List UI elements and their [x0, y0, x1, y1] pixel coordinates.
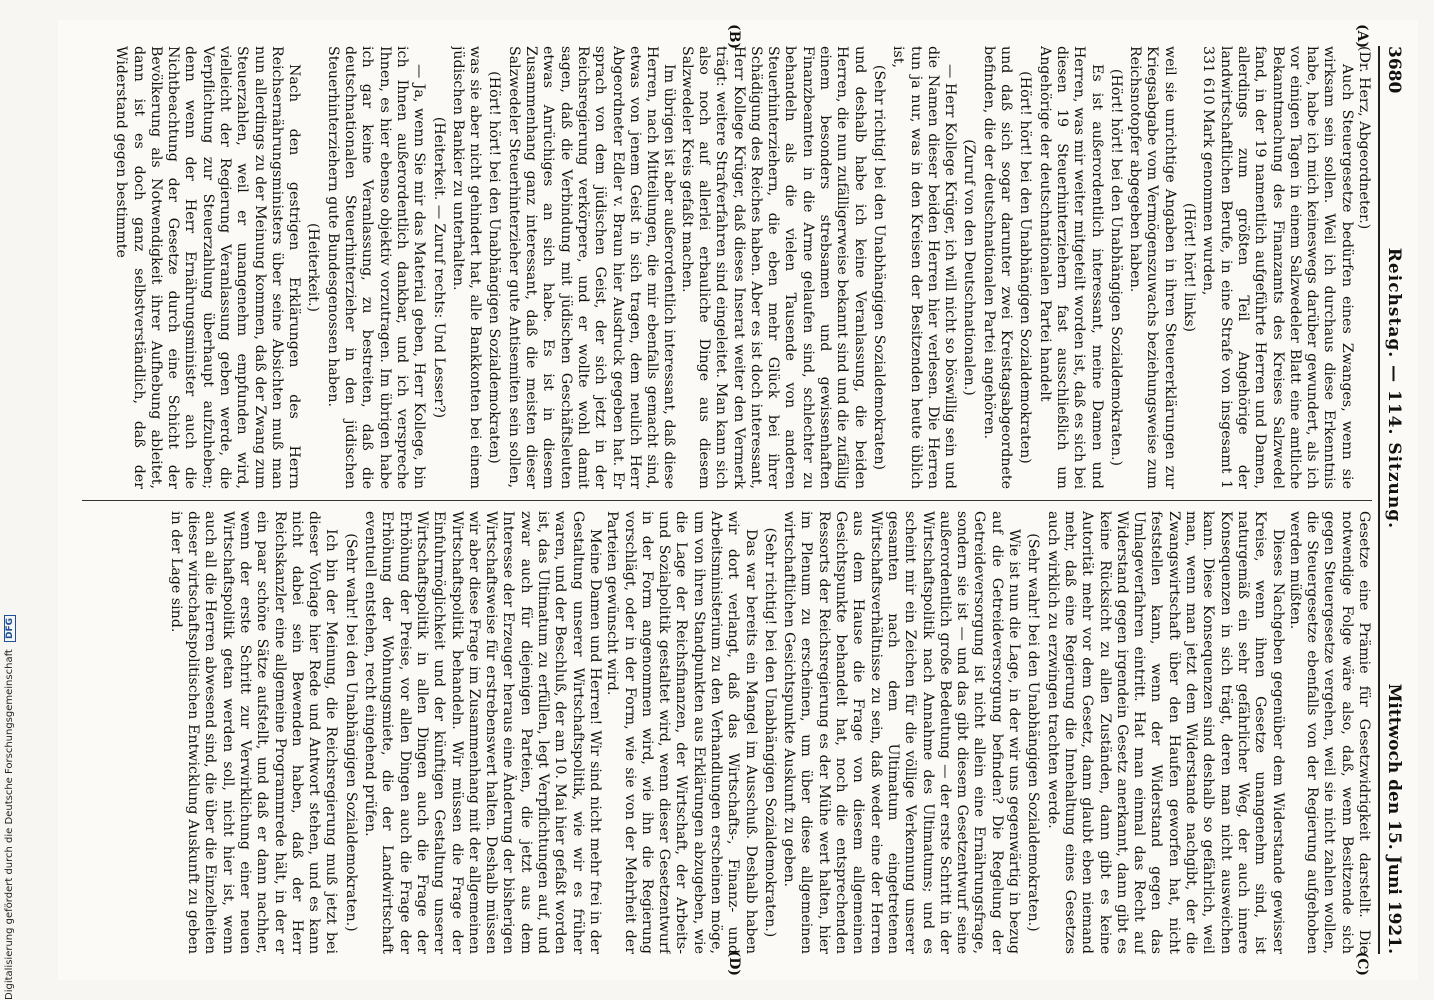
interjection: (Hört! hört! bei den Unabhängigen Sozialdemokraten.) [1107, 68, 1124, 467]
paragraph: Das war bereits ein Mangel im Ausschuß. Deshalb haben wir dort verlangt, daß das Wirtschafts-, Finanz- und Arbeitsministerium zu den Verhandlungen erscheinen möge, um von ihren Standpunkten aus Erklärungen abzugeben, wie die Lage der Reichsfinanzen, der Wirtschaft, der Arbeits- und Sozialpolitik gestaltet wird, wenn dieser Gesetzentwurf in der Form angenommen wird, wie ihn die Regierung vorschlägt, oder in der Form, wie sie von der Mehrheit der Parteien gewünscht wird. [604, 511, 759, 954]
interjection: (Sehr wahr! bei den Unabhängigen Sozialdemokraten.) [1025, 533, 1042, 932]
paragraph: Gesetze eine Prämie für Gesetzwidrigkeit darstellt. Die notwendige Folge wäre also, daß, wenn Besitzende sich gegen Steuergesetze vergehen, weil sie nicht zahlen wollen, die Steuergesetze ebenfalls von der Regierung aufgehoben werden müßten. [1286, 511, 1372, 954]
paragraph: Wie ist nun die Lage, in der wir uns gegenwärtig in bezug auf die Getreideversorgung befinden? Die Regelung der Getreideversorgung ist nicht allein eine Ernährungsfrage, sondern sie ist — und das gibt diesem Gesetzentwurf seine außerordentlich große Bedeutung — der erste Schritt in der Wirtschaftspolitik nach Annahme des Ultimatums; und es scheint mir ein Zeichen für die völlige Verkennung unserer gesamten nach dem Ultimatum eingetretenen Wirtschaftsverhältnisse zu sein, daß weder eine der Herren aus dem Hause die Frage von diesem allgemeinen Gesichtspunkte behandelt hat, noch die entsprechenden Ressorts der Reichsregierung es der Mühe wert halten, hier im Plenum zu erscheinen, um über diese allgemeinen wirtschaftlichen Gesichtspunkte Auskunft zu geben. [781, 511, 1023, 954]
right-column [82, 511, 1372, 954]
margin-marker-a: (A) [1354, 24, 1370, 49]
text-columns [82, 24, 1372, 976]
page-header [1378, 46, 1404, 954]
paragraph: (Dr. Herz, Abgeordneter.) [1356, 46, 1372, 230]
interjection: (Hört! hört! links) [1181, 202, 1198, 333]
interjection: (Sehr richtig! bei den Unabhängigen Sozialdemokraten.) [761, 527, 778, 938]
interjection: (Heiterkeit. — Zuruf rechts: Und Lesser?) [430, 116, 447, 419]
interjection: (Hört! hört! bei den Unabhängigen Sozialdemokraten) [486, 71, 503, 464]
margin-marker-b: (B) [726, 24, 742, 50]
interjection: (Sehr wahr! bei den Unabhängigen Sozialdemokraten.) [342, 533, 359, 932]
paragraph: und daß sich sogar darunter zwei Kreistagsabgeordnete befinden, die der deutschnationalen Partei angehören. [980, 46, 1015, 489]
page-number: 3680 [1384, 46, 1404, 94]
dfg-logo-icon: DFG [4, 615, 16, 642]
interjection: (Sehr richtig! bei den Unabhängigen Sozialdemokraten) [870, 64, 887, 471]
interjection: (Zuruf von den Deutschnationalen.) [961, 139, 978, 396]
paragraph: Auch Steuergesetze bedürfen eines Zwanges, wenn sie wirksam sein sollen. Weil ich durchaus diese Erkenntnis habe, habe ich mich keineswegs darüber gewundert, als ich vor einigen Tagen in einem Salzwedeler Blatt eine amtliche Bekanntmachung des Finanzamts des Kreises Salzwedel fand, in der 19 namentlich aufgeführte Herren und Damen, allerdings zum größten Teil Angehörige der landwirtschaftlichen Berufe, in eine Strafe von insgesamt 1 331 610 Mark genommen wurden, [1200, 46, 1355, 489]
paragraph: Es ist außerordentlich interessant, meine Damen und Herren, was mir weiter mitgeteilt worden ist, daß es sich bei diesen 19 Steuerhinterziehern fast ausschließlich um Angehörige der deutschnationalen Partei handelt [1036, 46, 1105, 489]
credit-text: Digitalisierung gefördert durch die Deutsche Forschungsgemeinschaft [4, 649, 15, 1000]
paragraph: was sie aber nicht gehindert hat, alle Bankkonten bei einem jüdischen Bankier zu unterhalten. [449, 46, 484, 489]
session-title: Reichstag. — 114. Sitzung. [1384, 247, 1404, 530]
paragraph: und deshalb habe ich keine Veranlassung, die beiden Herren, die nun zufälligerweise bekannt sind und die zufällig einem besonders strebsamen und gewissenhaften Finanzbeamten in die Arme gelaufen sind, schlechter zu behandeln als die vielen Tausende von anderen Steuerhinterziehern, die eben mehr Glück bei ihrer Schädigung des Reiches haben. Aber es ist doch interessant, Herr Kollege Krüger, daß dieses Inserat weiter den Vermerk trägt: weitere Strafverfahren sind eingeleitet. Man kann sich also noch auf allerlei erbauliche Dinge aus diesem Salzwedeler Kreis gefaßt machen. [678, 46, 868, 489]
paragraph: weil sie unrichtige Angaben in ihren Steuererklärungen zur Kriegsabgabe vom Vermögenszuwachs beziehungsweise zum Reichsnotopfer abgegeben haben. [1127, 46, 1178, 489]
paragraph: — Herr Kollege Krüger, ich will nicht so böswillig sein und die Namen dieser beiden Herren hier verlesen. Die Herren tun ja nur, was in den Kreisen der Besitzenden heute üblich ist, [890, 46, 959, 489]
margin-marker-c: (C) [1354, 951, 1370, 976]
column-divider [82, 500, 1372, 501]
session-date: Mittwoch den 15. Juni 1921. [1384, 683, 1404, 954]
rotated-document-page [58, 20, 1418, 980]
paragraph: Im übrigen ist aber außerordentlich interessant, daß diese Herren, nach Mitteilungen, die mir ebenfalls gemacht sind, etwas von jenem Geist in sich tragen, dem neulich Herr Abgeordneter Edler v. Braun hier Ausdruck gegeben hat. Er sprach von dem jüdischen Geist, der sich jetzt in der Reichsregierung verkörpere, und er wollte wohl damit sagen, daß die Verbindung mit jüdischen Geschäftsleuten etwas Anrüchiges an sich habe. Es ist in diesem Zusammenhang ganz interessant, daß die meisten dieser Salzwedeler Steuerhinterzieher gute Antisemiten sein sollen, [505, 46, 678, 489]
paragraph: Dieses Nachgeben gegenüber dem Widerstande gewisser Kreise, wenn ihnen Gesetze unangenehm sind, ist naturgemäß ein sehr gefährlicher Weg, der auch innere Konsequenzen in sich trägt, deren man nicht ausweichen kann. Diese Konsequenzen sind deshalb so gefährlich, weil man, wenn man jetzt dem Widerstande nachgibt, der die Zwangswirtschaft über den Haufen geworfen hat, nicht feststellen kann, wenn der Widerstand gegen das Umlageverfahren eintritt. Hat man einmal das Recht auf Widerstand gegen irgendein Gesetz anerkannt, dann gibt es keine Rücksicht zu allen Zuständen, dann gibt es keine Autorität mehr vor dem Gesetz, dann glaubt eben niemand mehr, daß eine Regierung die Innehaltung eines Gesetzes auch wirklich zu erzwingen trachten werde. [1044, 511, 1286, 954]
left-column [82, 46, 1372, 489]
paragraph: — Ja, wenn Sie mir das Material geben, Herr Kollege, bin ich Ihnen außerordentlich dankbar, und ich verspreche Ihnen, es hier ebenso objektiv vorzutragen. Im übrigen habe ich gar keine Veranlassung, zu bestreiten, daß die deutschnationalen Steuerhinterzieher in den jüdischen Steuerhinterziehern gute Bundesgenossen haben. [324, 46, 428, 489]
margin-marker-d: (D) [726, 950, 742, 976]
interjection: (Hört! hört! bei den Unabhängigen Sozialdemokraten) [1017, 71, 1034, 464]
paragraph: Ich bin der Meinung, die Reichsregierung muß jetzt bei dieser Vorlage hier Rede und Antwort stehen, und es kann nicht dabei sein Bewenden haben, daß der Herr Reichskanzler eine allgemeine Programmrede hält, in der er ein paar schöne Sätze aufstellt, und daß er dann nachher, wenn der erste Schritt zur Verwirklichung einer neuen Wirtschaftspolitik getan werden soll, nicht hier ist, wenn auch all die Herren abwesend sind, die über die Einzelheiten dieser wirtschaftspolitischen Entwicklung Auskunft zu geben in der Lage sind. [167, 511, 340, 954]
paragraph: Meine Damen und Herren! Wir sind nicht mehr frei in der Gestaltung unserer Wirtschaftspolitik, wie wir es früher waren, und der Beschluß, der am 10. Mai hier gefaßt worden ist, das Ultimatum zu erfüllen, legt Verpflichtungen auf, und zwar auch für diejenigen Parteien, die jetzt aus dem Interesse der Erzeuger heraus eine Änderung der bisherigen Wirtschaftsweise für erstrebenswert halten. Deshalb müssen wir aber diese Frage im Zusammenhang mit der allgemeinen Wirtschaftspolitik behandeln. Wir müssen die Frage der Einfuhrmöglichkeit und der künftigen Gestaltung unserer Wirtschaftspolitik in allen Dingen auch die Frage der Erhöhung der Preise, vor allen Dingen auch die Frage der Erhöhung der Wohnungsmiete, die der Landwirtschaft eventuell entstehen, recht eingehend prüfen. [362, 511, 603, 954]
interjection: (Heiterkeit.) [305, 223, 322, 312]
digitization-credit [4, 580, 16, 1000]
paragraph: Nach den gestrigen Erklärungen des Herrn Reichsernährungsministers über seine Absichten muß man nun allerdings zu der Meinung kommen, daß der Zwang zum Steuerzahlen, weil er unangenehm empfunden wird, vielleicht der Regierung Veranlassung geben werde, die Verpflichtung zur Steuerzahlung überhaupt aufzuheben; denn wenn der Herr Ernährungsminister auch die Nichtbeachtung der Gesetze durch eine Schicht der Bevölkerung als Notwendigkeit ihrer Aufhebung ableitet, dann ist es doch ganz selbstverständlich, daß der Widerstand gegen bestimmte [113, 46, 303, 489]
